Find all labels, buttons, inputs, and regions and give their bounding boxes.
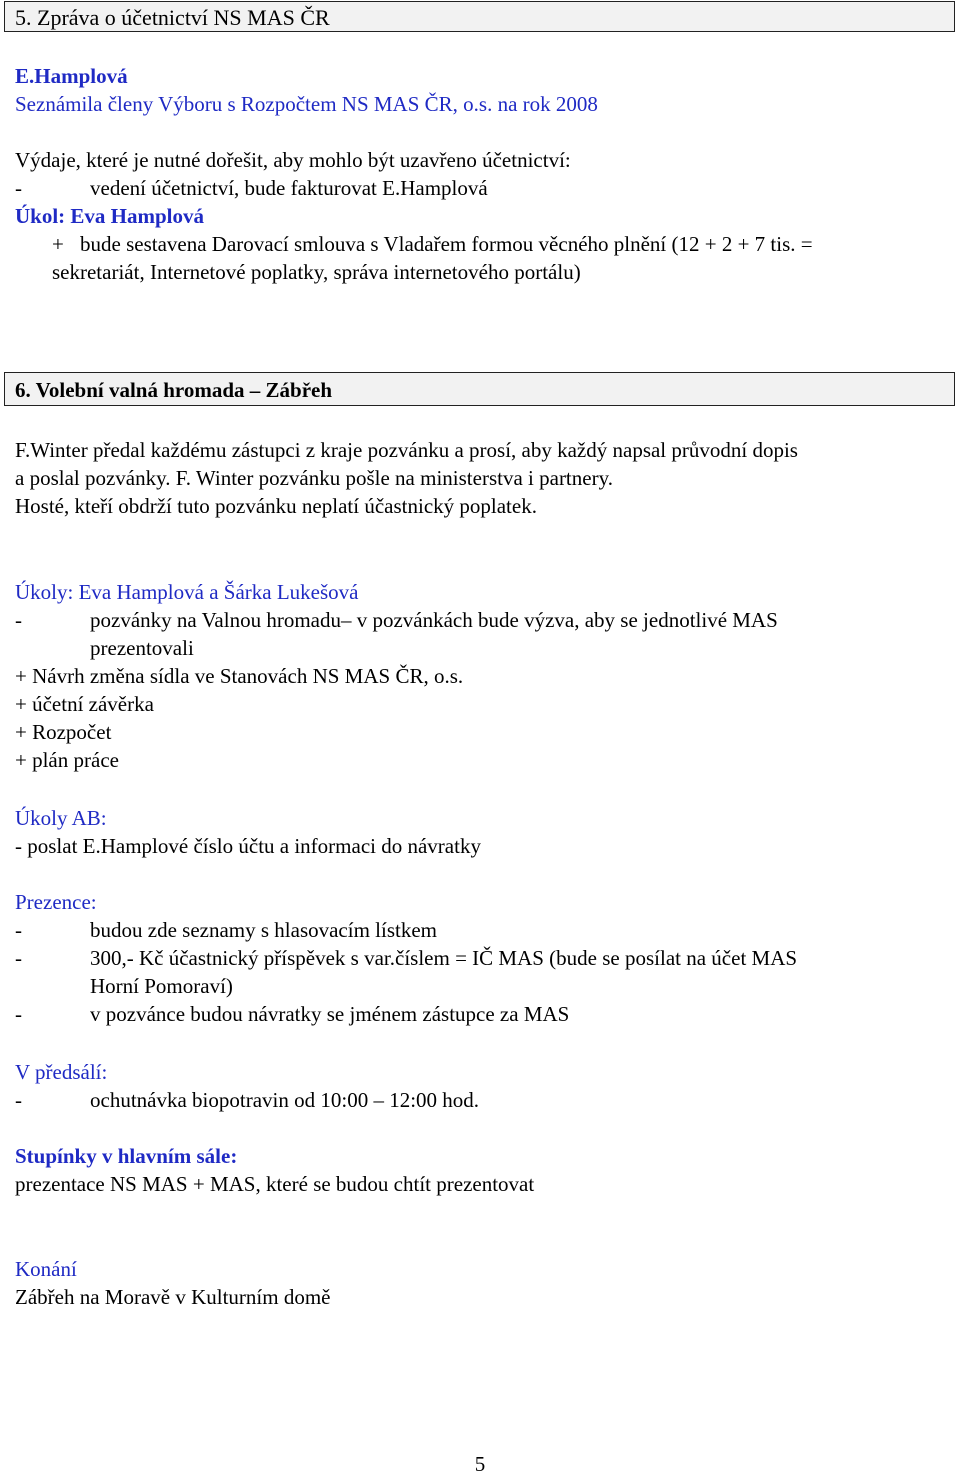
tasks-ab-item: - poslat E.Hamplové číslo účtu a informaci do návratky — [15, 834, 481, 858]
section-5-line-2: Výdaje, které je nutné dořešit, aby mohlo být uzavřeno účetnictví: — [15, 148, 571, 172]
presence-item-2a: 300,- Kč účastnický příspěvek s var.číslem = IČ MAS (bude se posílat na účet MAS — [90, 946, 798, 970]
presence-dash-1: - — [15, 918, 22, 942]
section-6-para-1: F.Winter předal každému zástupci z kraje pozvánku a prosí, aby každý napsal průvodní dopis — [15, 438, 798, 462]
section-6-para-2: a poslal pozvánky. F. Winter pozvánku pošle na ministerstva i partnery. — [15, 466, 613, 490]
presence-dash-3: - — [15, 1002, 22, 1026]
tasks-ab-heading: Úkoly AB: — [15, 806, 107, 830]
section-5-line-1: Seznámila členy Výboru s Rozpočtem NS MAS ČR, o.s. na rok 2008 — [15, 92, 598, 116]
page-number: 5 — [474, 1452, 486, 1476]
task-2: + Návrh změna sídla ve Stanovách NS MAS ČR, o.s. — [15, 664, 464, 688]
venue-heading: Konání — [15, 1257, 77, 1281]
plus-sign: + — [52, 232, 64, 256]
foyer-heading: V předsálí: — [15, 1060, 108, 1084]
venue-text: Zábřeh na Moravě v Kulturním domě — [15, 1285, 331, 1309]
section-5-task: Úkol: Eva Hamplová — [15, 204, 205, 228]
presence-item-2b: Horní Pomoraví) — [90, 974, 233, 998]
task-1a: pozvánky na Valnou hromadu– v pozvánkách bude výzva, aby se jednotlivé MAS — [90, 608, 778, 632]
section-6-tasks: Úkoly: Eva Hamplová a Šárka Lukešová — [15, 580, 359, 604]
item-dash: - — [15, 176, 22, 200]
section-5-author: E.Hamplová — [15, 64, 128, 88]
stage-heading: Stupínky v hlavním sále: — [15, 1144, 238, 1168]
section-6-heading: 6. Volební valná hromada – Zábřeh — [4, 372, 955, 406]
section-6-para-3: Hosté, kteří obdrží tuto pozvánku neplatí účastnický poplatek. — [15, 494, 537, 518]
presence-item-3: v pozvánce budou návratky se jménem zástupce za MAS — [90, 1002, 570, 1026]
task-3: + účetní závěrka — [15, 692, 154, 716]
task-4: + Rozpočet — [15, 720, 112, 744]
foyer-dash: - — [15, 1088, 22, 1112]
stage-item: prezentace NS MAS + MAS, které se budou chtít prezentovat — [15, 1172, 535, 1196]
presence-heading: Prezence: — [15, 890, 97, 914]
section-5-heading: 5. Zpráva o účetnictví NS MAS ČR — [4, 1, 955, 32]
presence-dash-2: - — [15, 946, 22, 970]
section-5-item-1: vedení účetnictví, bude fakturovat E.Hamplová — [90, 176, 488, 200]
section-5-item-2b: sekretariát, Internetové poplatky, správa internetového portálu) — [52, 260, 581, 284]
foyer-item-1: ochutnávka biopotravin od 10:00 – 12:00 hod. — [90, 1088, 480, 1112]
task-5: + plán práce — [15, 748, 119, 772]
section-5-item-2a: bude sestavena Darovací smlouva s Vladařem formou věcného plnění (12 + 2 + 7 tis. = — [80, 232, 813, 256]
presence-item-1: budou zde seznamy s hlasovacím lístkem — [90, 918, 438, 942]
task-1b: prezentovali — [90, 636, 194, 660]
task-dash: - — [15, 608, 22, 632]
